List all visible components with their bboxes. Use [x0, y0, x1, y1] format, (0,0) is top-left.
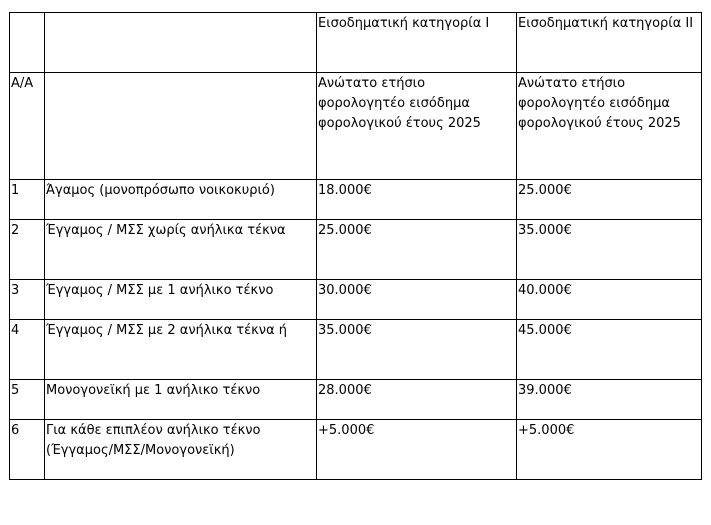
row-number: 2	[10, 220, 45, 280]
row-category-2-value: 35.000€	[517, 220, 702, 280]
row-category-2-value: 39.000€	[517, 380, 702, 420]
row-description: Μονογονεϊκή με 1 ανήλικο τέκνο	[45, 380, 317, 420]
row-description: Έγγαμος / ΜΣΣ με 2 ανήλικα τέκνα ή	[45, 320, 317, 380]
table-row	[10, 220, 702, 280]
row-category-2-value: 25.000€	[517, 180, 702, 220]
income-category-table	[9, 12, 702, 480]
row-number: 5	[10, 380, 45, 420]
row-category-1-value: +5.000€	[317, 420, 517, 480]
row-number: 4	[10, 320, 45, 380]
header-cell-category-1-limit: Ανώτατο ετήσιο φορολογητέο εισόδημα φορολογικού έτους 2025	[317, 73, 517, 180]
row-category-2-value: 45.000€	[517, 320, 702, 380]
row-description: Έγγαμος / ΜΣΣ χωρίς ανήλικα τέκνα	[45, 220, 317, 280]
row-description: Άγαμος (μονοπρόσωπο νοικοκυριό)	[45, 180, 317, 220]
row-category-1-value: 35.000€	[317, 320, 517, 380]
row-number: 6	[10, 420, 45, 480]
table-row	[10, 320, 702, 380]
row-category-1-value: 18.000€	[317, 180, 517, 220]
header-cell-aa-blank	[10, 13, 45, 73]
table-row	[10, 280, 702, 320]
header-cell-category-2: Εισοδηματική κατηγορία ΙΙ	[517, 13, 702, 73]
row-description: Για κάθε επιπλέον ανήλικο τέκνο (Έγγαμος/ΜΣΣ/Μονογονεϊκή)	[45, 420, 317, 480]
row-number: 1	[10, 180, 45, 220]
row-category-2-value: +5.000€	[517, 420, 702, 480]
header-row-income-limits	[10, 73, 702, 180]
row-description: Έγγαμος / ΜΣΣ με 1 ανήλικο τέκνο	[45, 280, 317, 320]
header-row-categories	[10, 13, 702, 73]
row-category-1-value: 30.000€	[317, 280, 517, 320]
row-category-2-value: 40.000€	[517, 280, 702, 320]
row-category-1-value: 28.000€	[317, 380, 517, 420]
table-row	[10, 420, 702, 480]
header-cell-description-blank	[45, 13, 317, 73]
header-cell-category-1: Εισοδηματική κατηγορία Ι	[317, 13, 517, 73]
table-row	[10, 380, 702, 420]
table-row	[10, 180, 702, 220]
row-category-1-value: 25.000€	[317, 220, 517, 280]
row-number: 3	[10, 280, 45, 320]
header-cell-description	[45, 73, 317, 180]
header-cell-aa: Α/Α	[10, 73, 45, 180]
header-cell-category-2-limit: Ανώτατο ετήσιο φορολογητέο εισόδημα φορολογικού έτους 2025	[517, 73, 702, 180]
